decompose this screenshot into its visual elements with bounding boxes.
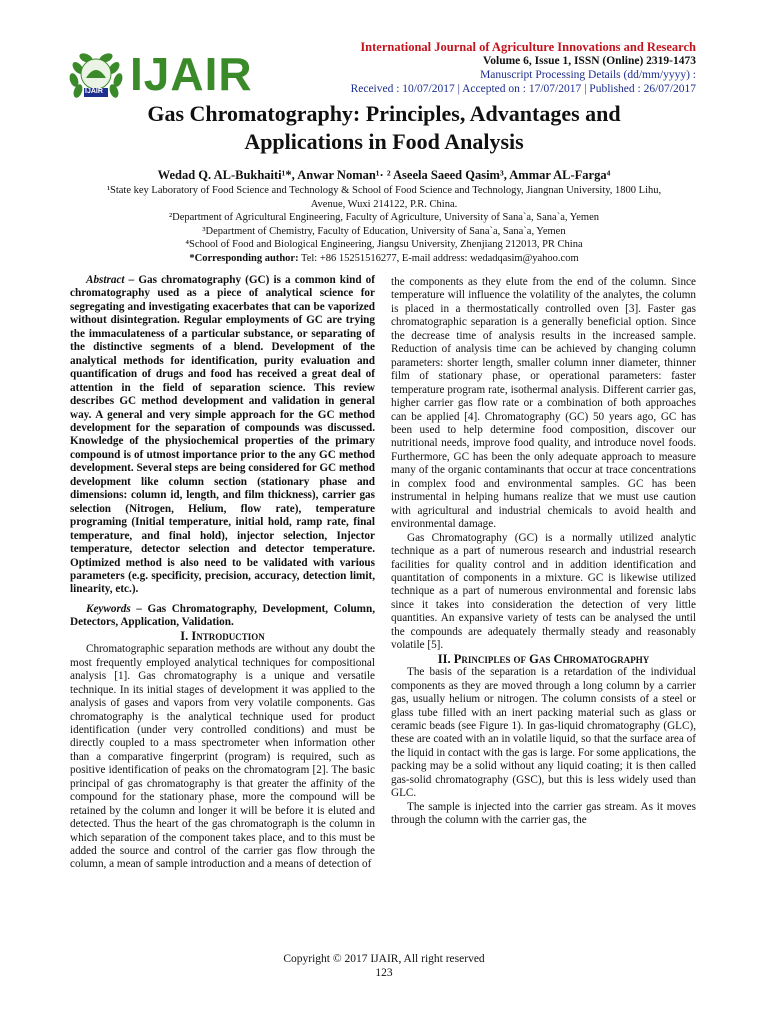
processing-details: Manuscript Processing Details (dd/mm/yyyy) : — [480, 69, 696, 81]
title-line-2: Applications in Food Analysis — [244, 129, 524, 154]
left-column — [70, 274, 375, 872]
keywords-text: Gas Chromatography, Development, Column, Detectors, Application, Validation. — [70, 602, 376, 629]
abstract-text: Gas chromatography (GC) is a common kind of chromatography used as a piece of analytical science for segregating and investigating exacerbates that can be vaporized without disintegration. Regular employments of GC are trying the immaculateness of a particular substance, or separating of the distinctive segments of a blend. Development of the analytical methods for identification, purity evaluation and quantification of drugs and food has received a great deal of attention in the field of separation science. This review describes GC method development and validation in general way. A general and very simple approach for the GC method development for the separation of compounds was discussed. Knowledge of the physiochemical properties of the primary compound is of utmost importance prior to the any GC method development. Several steps are being considered for GC method development like column section (stationary phase and dimensions: column id, length, and film thickness), carrier gas selection (Nitrogen, Helium, flow rate), temperature programing (Initial temperature, initial hold, ramp rate, final temperature, and final hold), injector selection, Injector temperature, detector selection and detector temperature. Optimized method is also need to be validated with various parameters (e.g. specificity, precision, accuracy, detection limit, linearity, etc.). — [70, 274, 375, 596]
principles-paragraph-1: The basis of the separation is a retardation of the individual components as they are moved through a long column by a carrier gas, usually helium or nitrogen. The column consists of a steel or glass tube filled with an inert packing material such as glass or ceramic beads (see Figure 1). In gas-liquid chromatography (GLC), these are coated with an in volatile liquid, so that the surface area of the liquid in contact with the gas is large. For some applications, the packing may be a solid without any liquid coating; it is then called gas-solid chromatography (GSC), but this is less widely used than GLC. — [391, 666, 696, 800]
affiliation-3: ³Department of Chemistry, Faculty of Education, University of Sana`a, Sana`a, Yemen — [202, 225, 566, 237]
paper-title — [60, 100, 708, 156]
corresponding-label: *Corresponding author: — [189, 252, 299, 264]
author-list: Wedad Q. AL-Bukhaiti¹*, Anwar Noman¹· ² Aseela Saeed Qasim³, Ammar AL-Farga⁴ — [157, 168, 611, 182]
section-heading-introduction: I. Introduction — [180, 628, 265, 643]
affiliations — [60, 184, 708, 265]
logo-text: IJAIR — [130, 48, 253, 100]
affiliation-1a: ¹State key Laboratory of Food Science and Technology & School of Food Science and Technology, Jiangnan University, 1800 Lihu, — [106, 185, 662, 196]
corresponding-contact: Tel: +86 15251516277, E-mail address: wedadqasim@yahoo.com — [298, 252, 579, 264]
copyright: Copyright © 2017 IJAIR, All right reserved — [283, 953, 485, 965]
publication-dates: Received : 10/07/2017 | Accepted on : 17/07/2017 | Published : 26/07/2017 — [350, 83, 696, 95]
abstract — [70, 274, 375, 597]
journal-volume: Volume 6, Issue 1, ISSN (Online) 2319-1473 — [483, 55, 696, 67]
right-column — [391, 276, 696, 828]
affiliation-2: ²Department of Agricultural Engineering, Faculty of Agriculture, University of Sana`a, Sana`a, Yemen — [168, 212, 600, 223]
section-heading-principles: II. Principles of Gas Chromatography — [437, 651, 650, 666]
corresponding-author — [60, 252, 708, 266]
journal-logo — [66, 44, 256, 104]
abstract-label: Abstract – — [86, 274, 135, 286]
journal-header — [296, 40, 696, 96]
page-footer — [0, 952, 768, 980]
keywords-label: Keywords – — [86, 602, 142, 615]
keywords — [70, 603, 375, 630]
intro-paragraph-1-continued: the components as they elute from the end of the column. Since temperature will influence the volatility of the analytes, the column is placed in a thermostatically controlled oven [3]. Faster gas chromatographic separation is a generally beneficial option. Since the decrease time of analysis results in the increased sample. Reduction of analysis time can be achieved by changing column parameters: shorter length, smaller column inner diameter, thinner film of stationary phase, or operational parameters: faster temperature program rate, isothermal analysis. Different carrier gas, higher carrier gas flow rate or a combination of both approaches can be applied [4]. Chromatography (GC) 50 years ago, GC has been used to help determine food composition, discover our nutritional needs, improve food quality, and introduce novel foods. Furthermore, GC has been the only adequate approach to measure many of the organic contaminants that occur at trace concentrations in complex food and environmental samples. GC has been instrumental in helping humans realize that we must use caution with agricultural and industrial chemicals to avoid health and environmental damage. — [391, 276, 696, 531]
title-line-1: Gas Chromatography: Principles, Advantages and — [147, 101, 621, 126]
logo-small-text: IJAIR — [85, 88, 103, 95]
affiliation-4: ⁴School of Food and Biological Engineering, Jiangsu University, Zhenjiang 212013, PR China — [185, 239, 583, 250]
intro-paragraph-1: Chromatographic separation methods are without any doubt the most frequently employed analytical techniques for compositional analysis [1]. Gas chromatography is a unique and versatile technique. In its initial stages of development it was applied to the analysis of gases and vapors from very volatile components. Gas chromatography is the analytical technique used for product identification (under very controlled conditions) and must be directly coupled to a mass spectrometer when information other than a comparative fingerprint (program) is required, such as positive identification of peaks on the chromatogram [2]. The basic principal of gas chromatography is that greater the affinity of the compound for the stationary phase, more the compound will be retained by the column and longer it will be before it is eluted and detected. Thus the heart of the gas chromatograph is the column in which separation of the component takes place, and to this must be added the source and control of the carrier gas flow through the column, a mean of sample introduction and a means of detection of — [70, 643, 375, 871]
principles-paragraph-2: The sample is injected into the carrier gas stream. As it moves through the column with the carrier gas, the — [391, 800, 696, 827]
intro-paragraph-2: Gas Chromatography (GC) is a normally utilized analytic technique as a part of numerous research and industrial research facilities for quality control and in addition identification and quantitation of components in a mixture. GC is likewise utilized technique as a part of numerous environmental and forensic labs since it takes into consideration the detection of very little quantities. An expansive variety of tests can be analysed the until the compounds are adequately thermally steady and reasonably volatile [5]. — [391, 531, 696, 652]
journal-name: International Journal of Agriculture Innovations and Research — [360, 40, 696, 54]
affiliation-1b: Avenue, Wuxi 214122, P.R. China. — [310, 198, 458, 210]
page-number: 123 — [375, 967, 393, 979]
